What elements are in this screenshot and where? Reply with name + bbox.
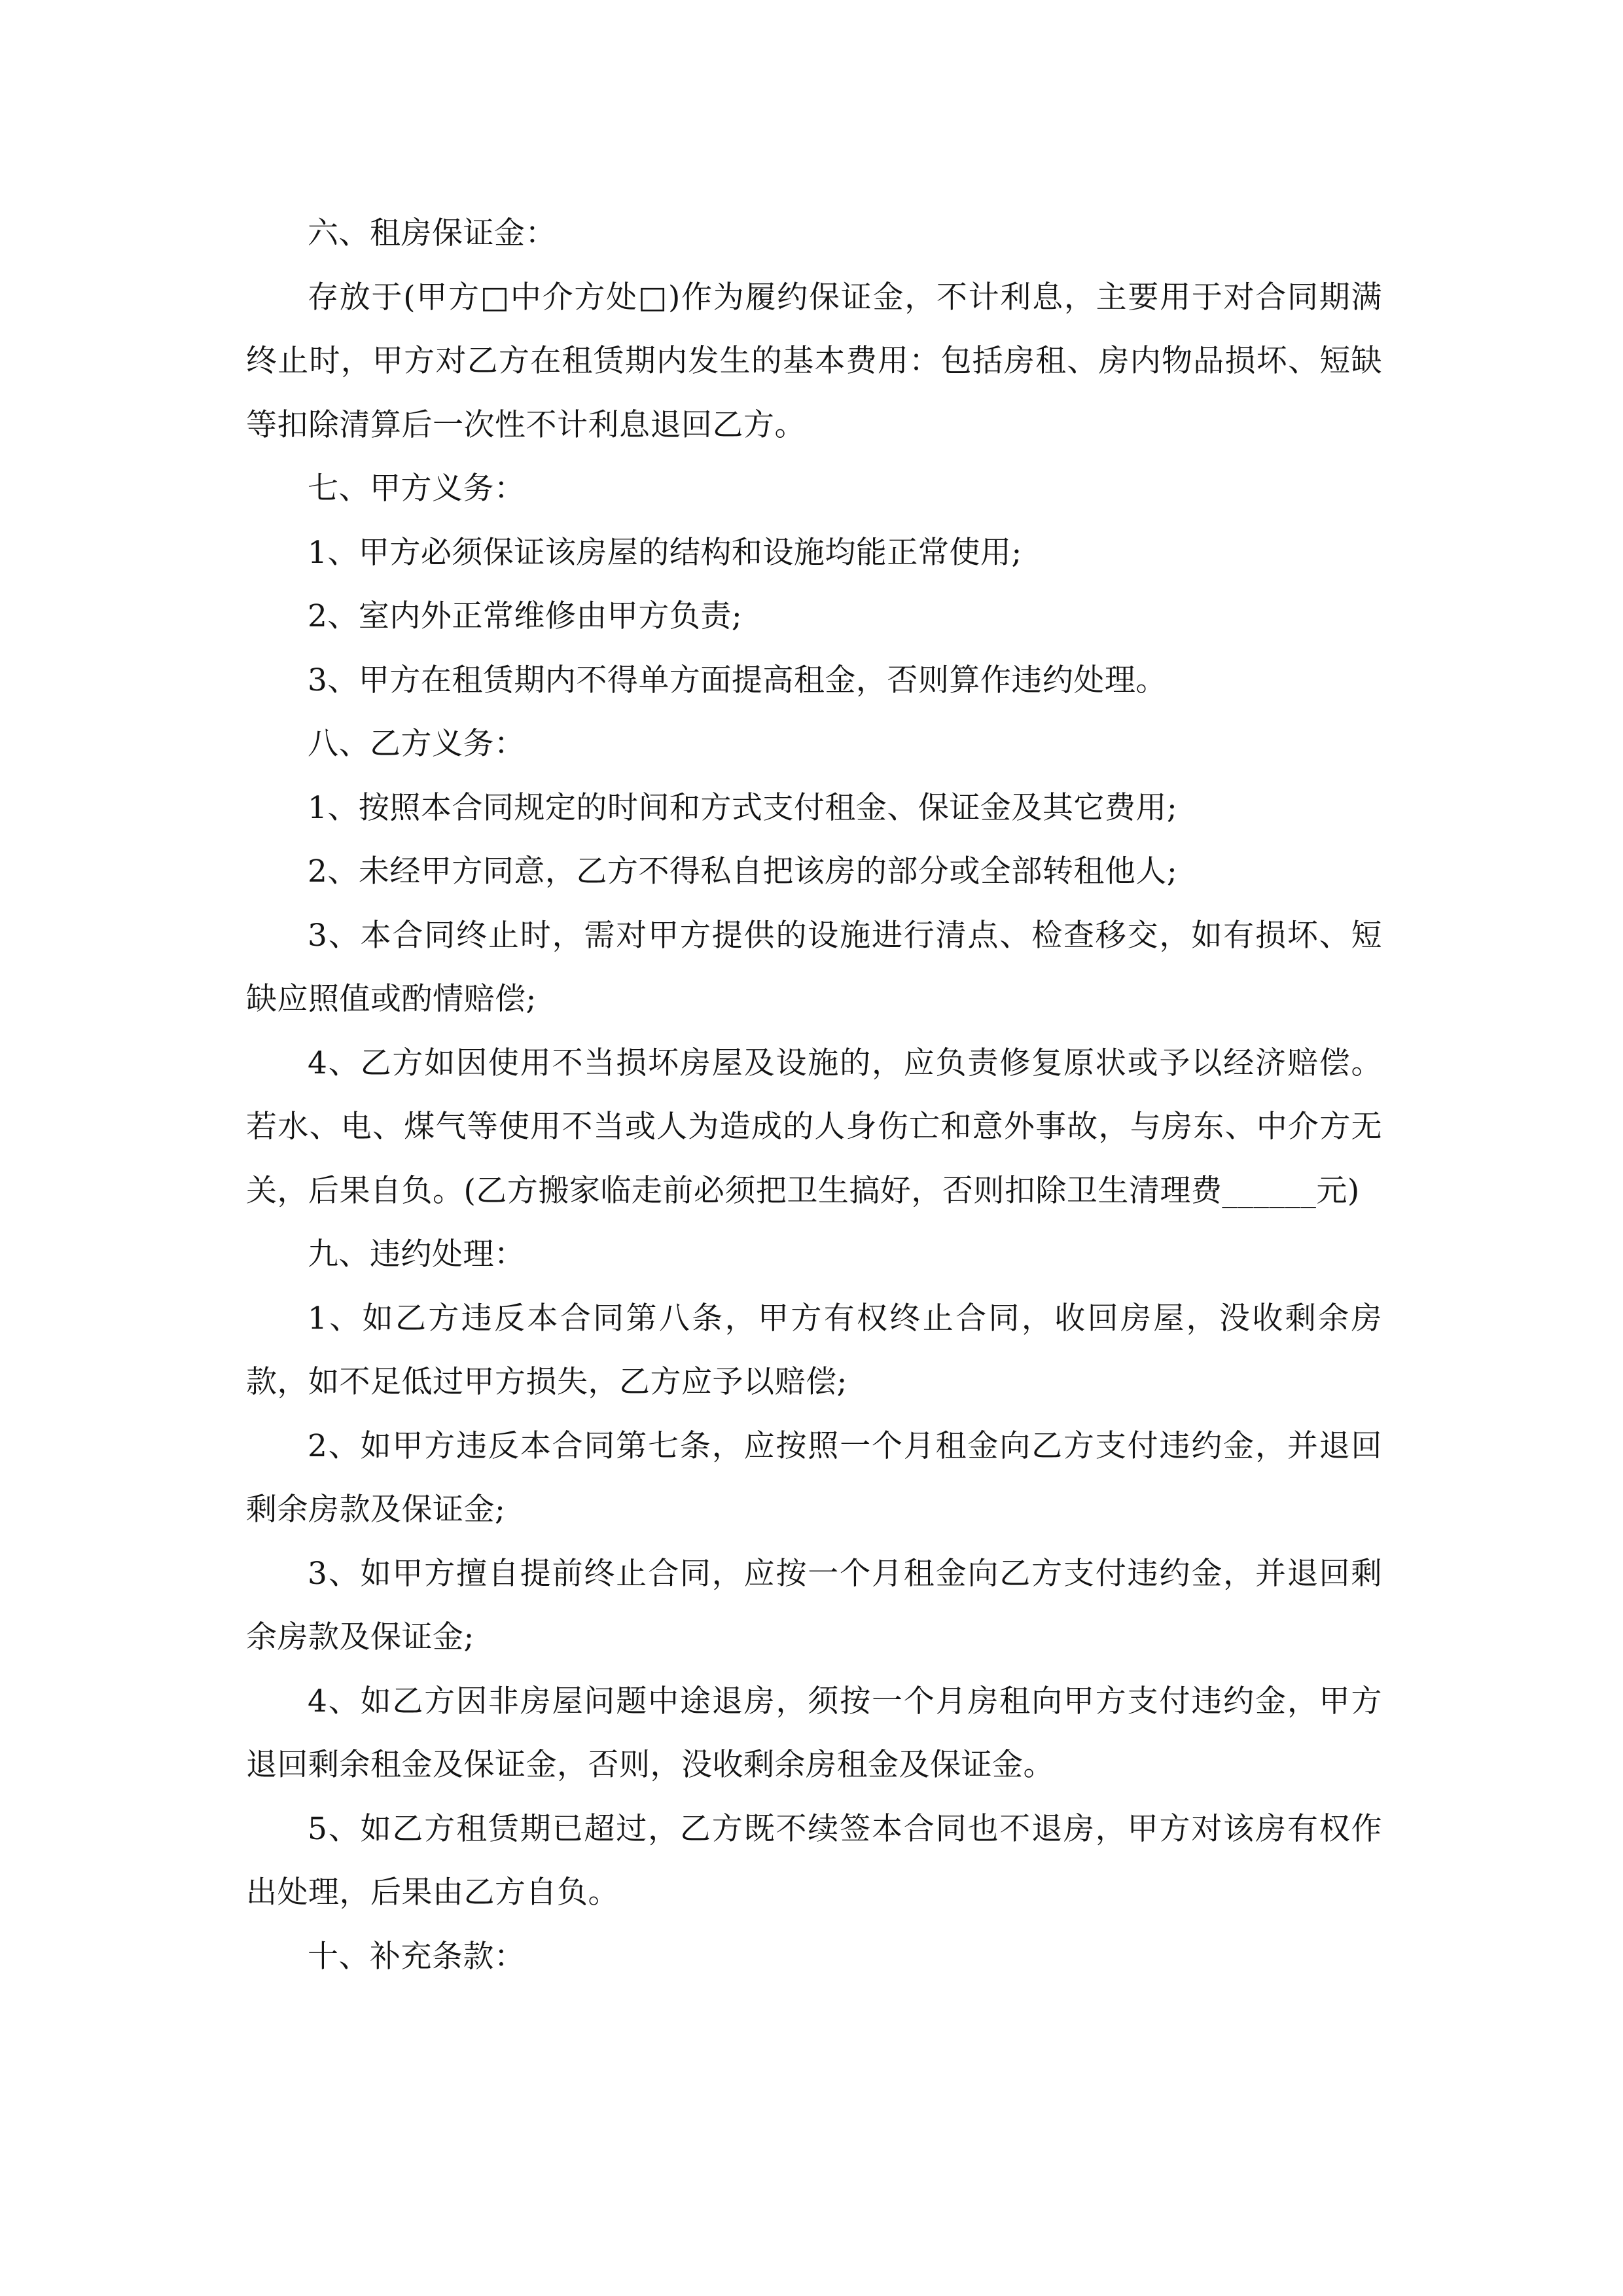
section-heading-supplementary: 十、补充条款：	[308, 1938, 526, 1975]
landlord-duty-1: 1、甲方必须保证该房屋的结构和设施均能正常使用;	[308, 534, 1022, 571]
breach-clause-5: 5、如乙方租赁期已超过，乙方既不续签本合同也不退房，甲方对该房有权作出处理，后果由乙方自负。	[246, 1810, 1382, 1910]
tenant-duty-2: 2、未经甲方同意，乙方不得私自把该房的部分或全部转租他人;	[308, 853, 1178, 889]
breach-clause-3: 3、如甲方擅自提前终止合同，应按一个月租金向乙方支付违约金，并退回剩余房款及保证金;	[246, 1555, 1382, 1655]
tenant-duty-4: 4、乙方如因使用不当损坏房屋及设施的，应负责修复原状或予以经济赔偿。若水、电、煤气等使用不当或人为造成的人身伤亡和意外事故，与房东、中介方无关，后果自负。(乙方搬家临走前必须把卫生搞好，否则扣除卫生清理费______元)	[246, 1045, 1382, 1209]
tenant-duty-3: 3、本合同终止时，需对甲方提供的设施进行清点、检查移交，如有损坏、短缺应照值或酌情赔偿;	[246, 917, 1382, 1017]
section-heading-landlord-duties: 七、甲方义务：	[308, 471, 526, 507]
section-heading-tenant-duties: 八、乙方义务：	[308, 726, 526, 762]
breach-clause-4: 4、如乙方因非房屋问题中途退房，须按一个月房租向甲方支付违约金，甲方退回剩余租金及保证金，否则，没收剩余房租金及保证金。	[246, 1683, 1382, 1783]
section-heading-breach: 九、违约处理：	[308, 1236, 526, 1272]
landlord-duty-2: 2、室内外正常维修由甲方负责;	[308, 598, 743, 634]
section-heading-deposit: 六、租房保证金：	[308, 215, 556, 251]
landlord-duty-3: 3、甲方在租赁期内不得单方面提高租金，否则算作违约处理。	[308, 662, 1167, 698]
paragraph-deposit-terms: 存放于(甲方□中介方处□)作为履约保证金，不计利息，主要用于对合同期满终止时，甲方对乙方在租赁期内发生的基本费用：包括房租、房内物品损坏、短缺等扣除清算后一次性不计利息退回乙方。	[246, 279, 1382, 443]
tenant-duty-1: 1、按照本合同规定的时间和方式支付租金、保证金及其它费用;	[308, 789, 1178, 826]
document-body	[246, 202, 1382, 1988]
breach-clause-2: 2、如甲方违反本合同第七条，应按照一个月租金向乙方支付违约金，并退回剩余房款及保证金;	[246, 1427, 1382, 1528]
breach-clause-1: 1、如乙方违反本合同第八条，甲方有权终止合同，收回房屋，没收剩余房款，如不足低过甲方损失，乙方应予以赔偿;	[246, 1300, 1382, 1400]
